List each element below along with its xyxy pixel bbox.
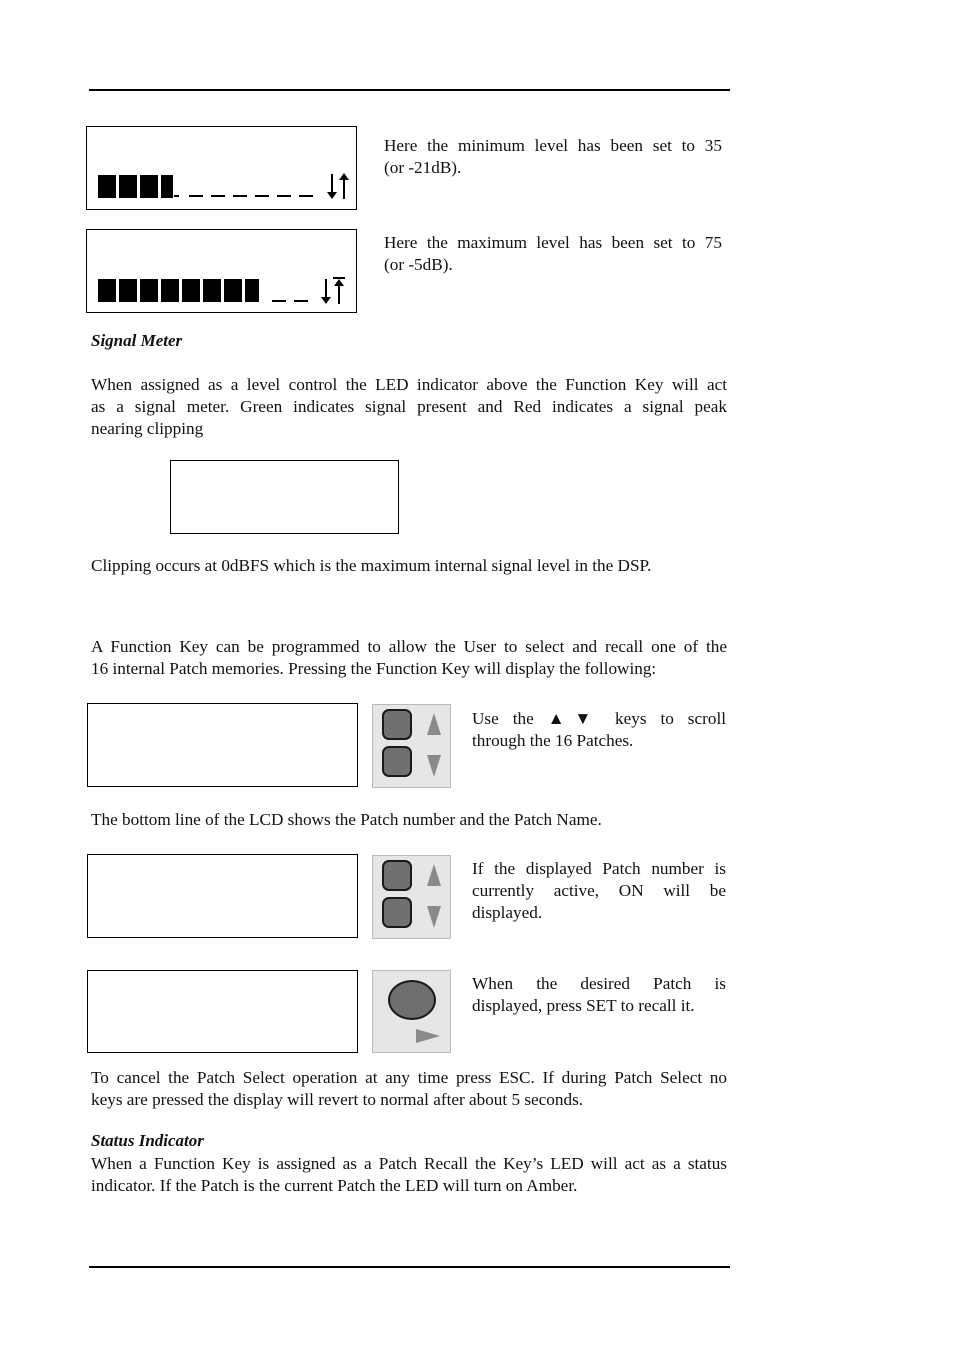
body-line: keys are pressed the display will revert to normal after about 5 seconds. <box>91 1090 584 1109</box>
lcd-min-caption <box>384 135 722 179</box>
set-keypad <box>372 970 451 1053</box>
body-line: as a signal meter. Green indicates signal present and Red indicates a signal peak <box>91 397 727 416</box>
signal-meter-body <box>91 374 727 440</box>
caption-line: Here the maximum level has been set to 75 <box>384 233 722 252</box>
down-key-button[interactable] <box>382 746 412 777</box>
step1-caption <box>472 708 726 752</box>
caption-line: (or -21dB). <box>384 158 462 177</box>
level-block <box>161 175 173 198</box>
body-line: A Function Key can be programmed to allow the User to select and recall one of the <box>91 637 727 656</box>
level-empty-segment <box>294 300 308 302</box>
up-down-keypad <box>372 704 451 788</box>
patch-intro <box>91 636 727 680</box>
level-block <box>98 175 116 198</box>
level-empty-segment <box>233 195 247 197</box>
caption-line: Use the ▲▼ keys to scroll <box>472 709 726 728</box>
caption-line: displayed. <box>472 903 543 922</box>
lcd-max-caption <box>384 232 722 276</box>
level-empty-segment <box>277 195 291 197</box>
status-indicator-heading: Status Indicator <box>91 1131 204 1150</box>
level-block <box>224 279 242 302</box>
lcd-patch-active <box>87 854 358 938</box>
bottom-line-note: The bottom line of the LCD shows the Patch number and the Patch Name. <box>91 810 602 829</box>
down-key-button[interactable] <box>382 897 412 928</box>
level-block <box>119 175 137 198</box>
up-key-button[interactable] <box>382 709 412 740</box>
down-up-to-bar-arrows-icon <box>319 276 347 306</box>
caption-line: currently active, ON will be <box>472 881 726 900</box>
caption-line: If the displayed Patch number is <box>472 859 726 878</box>
lcd-max-level <box>86 229 357 313</box>
up-down-keypad <box>372 855 451 939</box>
level-block <box>140 175 158 198</box>
level-block <box>161 279 179 302</box>
clipping-note: Clipping occurs at 0dBFS which is the maximum internal signal level in the DSP. <box>91 556 652 575</box>
lcd-patch-recall <box>87 970 358 1053</box>
lcd-min-level <box>86 126 357 210</box>
level-block <box>140 279 158 302</box>
down-up-arrows-icon <box>325 171 351 201</box>
lcd-patch-select <box>87 703 358 787</box>
signal-meter-heading: Signal Meter <box>91 331 183 350</box>
body-line: To cancel the Patch Select operation at any time press ESC. If during Patch Select no <box>91 1068 727 1087</box>
up-key-button[interactable] <box>382 860 412 891</box>
bottom-rule <box>89 1266 730 1268</box>
down-arrow-icon <box>426 905 442 929</box>
level-empty-segment <box>211 195 225 197</box>
level-block <box>203 279 221 302</box>
body-line: 16 internal Patch memories. Pressing the Function Key will display the following: <box>91 659 657 678</box>
caption-line: displayed, press SET to recall it. <box>472 996 695 1015</box>
caption-line: When the desired Patch is <box>472 974 726 993</box>
right-play-arrow-icon <box>415 1027 441 1045</box>
level-empty-segment <box>272 300 286 302</box>
body-line: nearing clipping <box>91 419 204 438</box>
up-arrow-icon <box>426 863 442 887</box>
level-block <box>98 279 116 302</box>
set-button[interactable] <box>388 980 436 1020</box>
cancel-note <box>91 1067 727 1111</box>
top-rule <box>89 89 730 91</box>
down-arrow-icon <box>426 754 442 778</box>
level-empty-segment <box>189 195 203 197</box>
caption-line: Here the minimum level has been set to 35 <box>384 136 722 155</box>
up-arrow-icon <box>426 712 442 736</box>
body-line: indicator. If the Patch is the current Patch the LED will turn on Amber. <box>91 1176 578 1195</box>
status-indicator-body <box>91 1153 727 1197</box>
caption-line: through the 16 Patches. <box>472 731 634 750</box>
step2-caption <box>472 858 726 924</box>
body-line: When assigned as a level control the LED indicator above the Function Key will act <box>91 375 727 394</box>
level-block <box>182 279 200 302</box>
level-block <box>119 279 137 302</box>
caption-line: (or -5dB). <box>384 255 453 274</box>
level-empty-segment <box>174 195 179 197</box>
step3-caption <box>472 973 726 1017</box>
level-empty-segment <box>255 195 269 197</box>
level-block <box>245 279 259 302</box>
lcd-signal-meter <box>170 460 399 534</box>
body-line: When a Function Key is assigned as a Patch Recall the Key’s LED will act as a status <box>91 1154 727 1173</box>
level-empty-segment <box>299 195 313 197</box>
